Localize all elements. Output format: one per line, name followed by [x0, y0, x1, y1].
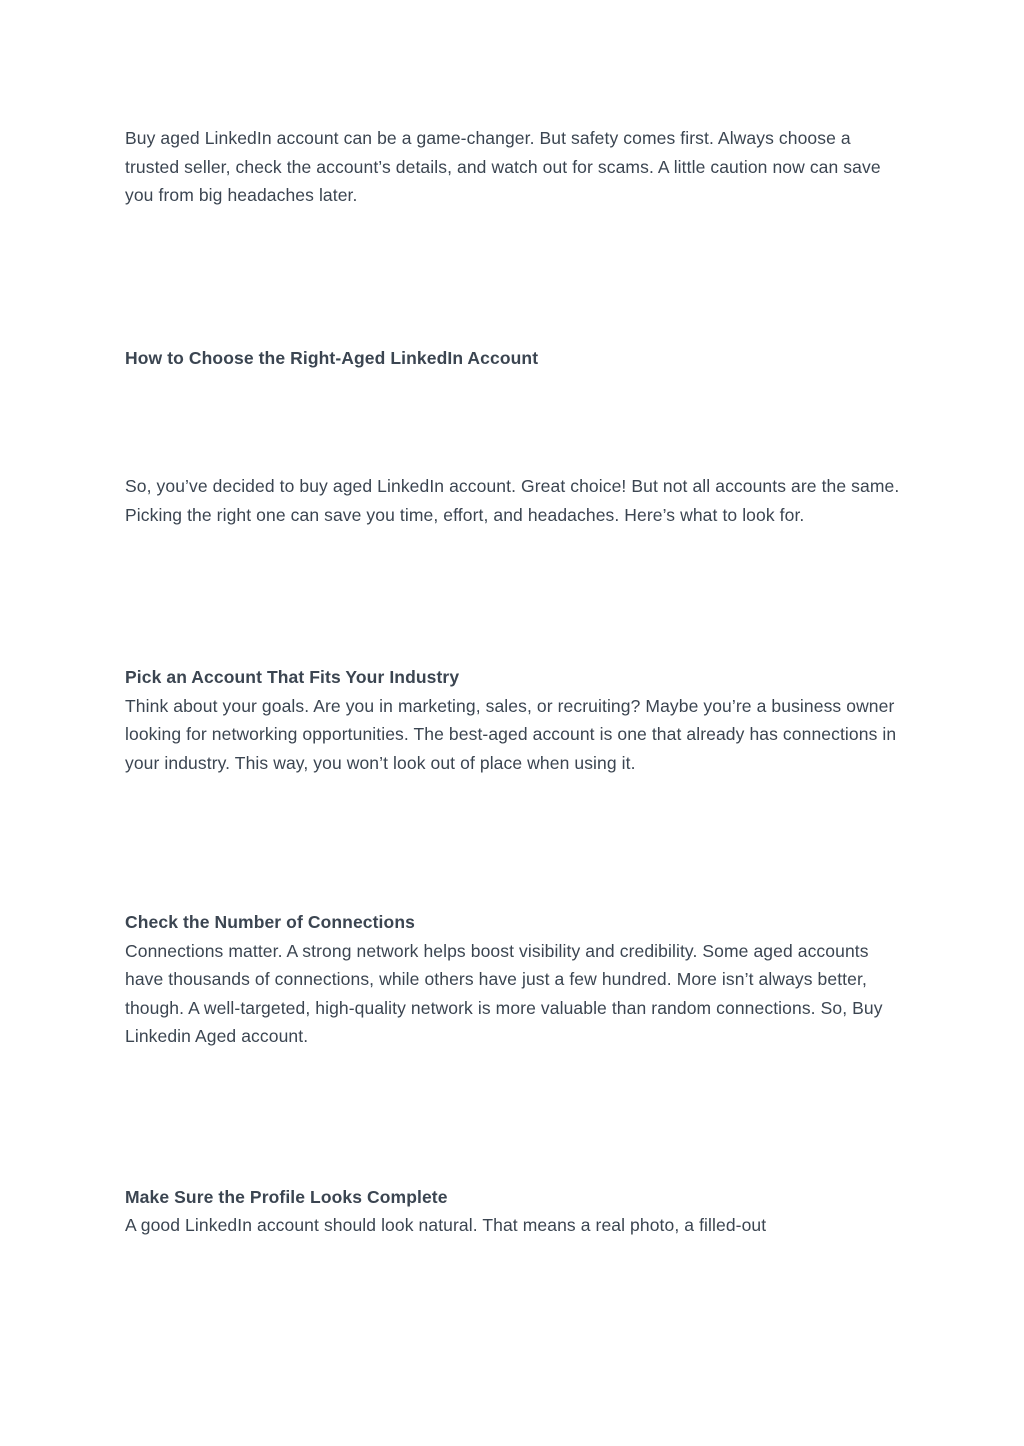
subsection-paragraph-fits-industry: Think about your goals. Are you in marketing, sales, or recruiting? Maybe you’re a business owner looking for networking opportunities. The best-aged account is one that already has connections in your industry. This way, you won’t look out of place when using it.	[125, 695, 897, 773]
subsection-heading-profile-complete: Make Sure the Profile Looks Complete	[125, 1186, 448, 1207]
section-intro-paragraph: So, you’ve decided to buy aged LinkedIn account. Great choice! But not all accounts are the same. Picking the right one can save you time, effort, and headaches. Here’s what to look for.	[125, 476, 900, 525]
subsection-heading-fits-industry: Pick an Account That Fits Your Industry	[125, 667, 460, 687]
intro-paragraph: Buy aged LinkedIn account can be a game-changer. But safety comes first. Always choose a trusted seller, check the account’s details, and watch out for scams. A little caution now can save you from big headaches later.	[125, 128, 881, 205]
subsection-heading-connections: Check the Number of Connections	[125, 912, 415, 932]
document-content	[125, 0, 903, 1240]
section-heading-how-to-choose: How to Choose the Right-Aged LinkedIn Account	[125, 347, 539, 368]
subsection-paragraph-connections: Connections matter. A strong network helps boost visibility and credibility. Some aged accounts have thousands of connections, while others have just a few hundred. More isn’t always better, though. A well-targeted, high-quality network is more valuable than random connections. So, Buy Linkedin Aged account.	[125, 940, 883, 1046]
subsection-paragraph-profile-complete: A good LinkedIn account should look natural. That means a real photo, a filled-out	[125, 1215, 767, 1235]
